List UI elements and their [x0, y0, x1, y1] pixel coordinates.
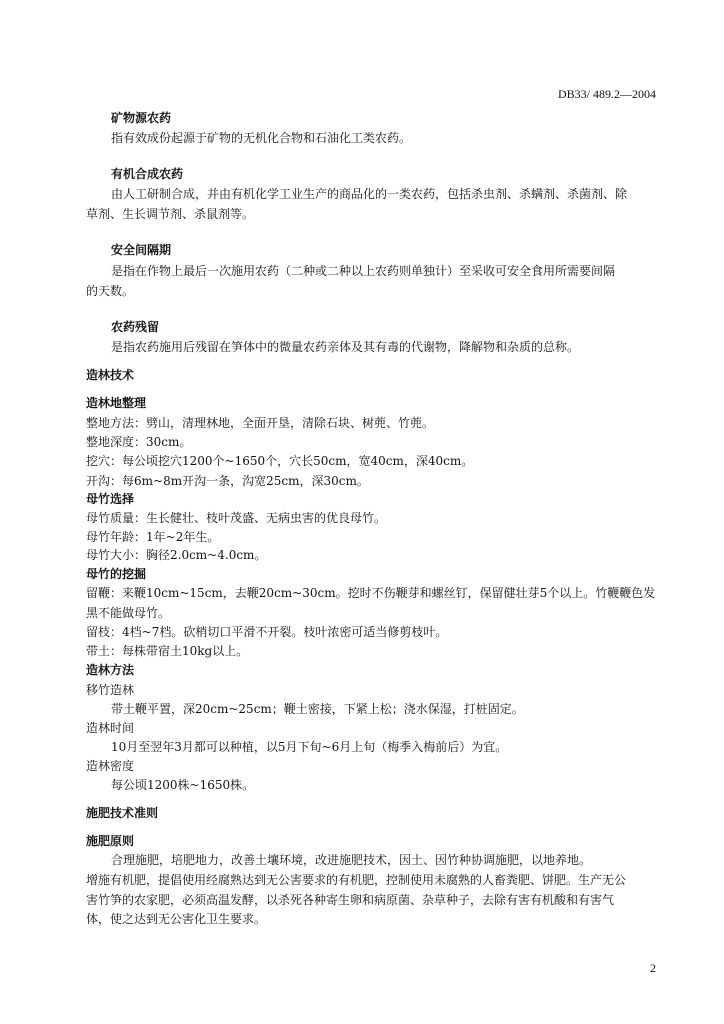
body-text: 每公顷1200株~1650株。 — [111, 778, 255, 792]
body-text: 增施有机肥，提倡使用经腐熟达到无公害要求的有机肥，控制使用未腐熟的人畜粪肥、饼肥。生产无公 — [86, 873, 627, 887]
item-heading: 造林密度 — [86, 759, 135, 773]
subsection-heading: 母竹的挖掘 — [86, 567, 147, 581]
body-text: 体，使之达到无公害化卫生要求。 — [86, 912, 267, 926]
term-heading: 农药残留 — [111, 320, 160, 334]
body-text: 整地方法：劈山，清理林地，全面开垦，清除石块、树蔸、竹蔸。 — [86, 416, 435, 430]
body-text: 母竹质量：生长健壮、枝叶茂盛、无病虫害的优良母竹。 — [86, 511, 387, 525]
definition-text: 草剂、生长调节剂、杀鼠剂等。 — [86, 207, 255, 221]
body-text: 留枝：4档~7档。砍梢切口平滑不开裂。枝叶浓密可适当修剪枝叶。 — [86, 625, 448, 639]
body-text: 黑不能做母竹。 — [86, 606, 171, 620]
standard-number: DB33/ 489.2—2004 — [557, 87, 656, 101]
body-text: 带土：每株带宿土10kg以上。 — [86, 644, 249, 658]
section-heading: 造林技术 — [86, 368, 135, 382]
body-text: 开沟：每6m~8m开沟一条，沟宽25cm，深30cm。 — [86, 474, 369, 488]
body-text: 母竹大小：胸径2.0cm~4.0cm。 — [86, 548, 267, 562]
term-heading: 安全间隔期 — [111, 243, 172, 257]
subsection-heading: 母竹选择 — [86, 492, 135, 506]
subsection-heading: 造林方法 — [86, 663, 135, 677]
definition-text: 是指农药施用后残留在笋体中的微量农药亲体及其有毒的代谢物，降解物和杂质的总称。 — [111, 340, 580, 354]
body-text: 带土鞭平置，深20cm~25cm；鞭土密接，下紧上松；浇水保湿，打桩固定。 — [111, 702, 524, 716]
item-heading: 造林时间 — [86, 721, 135, 735]
body-text: 母竹年龄：1年~2年生。 — [86, 530, 220, 544]
term-heading: 矿物源农药 — [111, 111, 172, 125]
item-heading: 移竹造林 — [86, 683, 135, 697]
subsection-heading: 施肥原则 — [86, 834, 135, 848]
body-text: 害竹笋的农家肥，必须高温发酵，以杀死各种寄生卵和病原菌、杂草种子，去除有害有机酸和有害气 — [86, 893, 615, 907]
body-text: 留鞭：来鞭10cm~15cm，去鞭20cm~30cm。挖时不伤鞭芽和螺丝钉，保留健壮芽5个以上。竹鞭鞭色发 — [86, 586, 656, 600]
definition-text: 由人工研制合成，并由有机化学工业生产的商品化的一类农药，包括杀虫剂、杀螨剂、杀菌剂、除 — [111, 187, 628, 201]
subsection-heading: 造林地整理 — [86, 396, 147, 410]
body-text: 10月至翌年3月都可以种植，以5月下旬~6月上旬（梅季入梅前后）为宜。 — [111, 740, 508, 754]
body-text: 整地深度：30cm。 — [86, 435, 192, 449]
definition-text: 的天数。 — [86, 284, 135, 298]
body-text: 合理施肥，培肥地力，改善土壤环境，改进施肥技术，因土、因竹种协调施肥，以地养地。 — [111, 853, 592, 867]
term-heading: 有机合成农药 — [111, 167, 184, 181]
page-number: 2 — [650, 961, 656, 975]
body-text: 挖穴：每公顷挖穴1200个~1650个，穴长50cm，宽40cm，深40cm。 — [86, 454, 474, 468]
definition-text: 指有效成份起源于矿物的无机化合物和石油化工类农药。 — [111, 131, 412, 145]
section-heading: 施肥技术准则 — [86, 806, 159, 820]
definition-text: 是指在作物上最后一次施用农药（二种或二种以上农药则单独计）至采收可安全食用所需要间隔 — [111, 264, 616, 278]
